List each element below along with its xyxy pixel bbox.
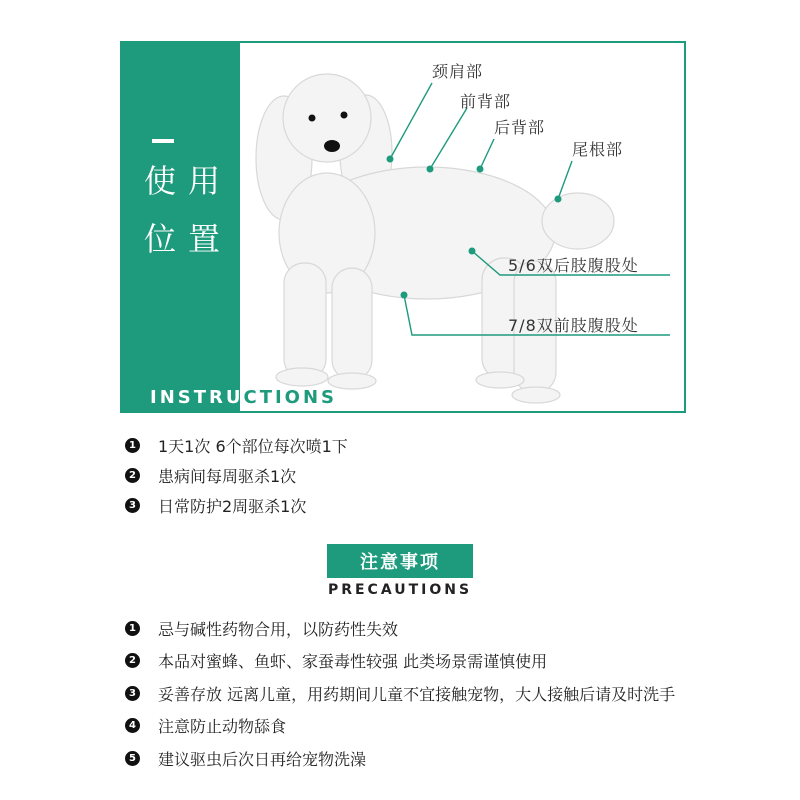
title-line-2: 位置 <box>144 220 233 258</box>
instructions-green-part: CTIONS <box>243 387 337 408</box>
precaution-text: 注意防止动物舔食 <box>158 717 287 737</box>
precaution-number-badge: 2 <box>125 653 140 668</box>
step-item <box>125 460 348 490</box>
step-item <box>125 490 348 520</box>
step-text: 1天1次 6个部位每次喷1下 <box>158 436 348 456</box>
precaution-item <box>125 645 675 678</box>
label-tail-base: 尾根部 <box>572 140 624 159</box>
precaution-text: 忌与碱性药物合用，以防药性失效 <box>158 619 399 639</box>
title-line-1: 使用 <box>144 162 233 200</box>
label-rear-back: 后背部 <box>494 118 546 137</box>
poodle-illustration <box>122 43 686 413</box>
precautions-title: 注意事项 <box>327 544 473 578</box>
precaution-text: 本品对蜜蜂、鱼虾、家蚕毒性较强 此类场景需谨慎使用 <box>158 652 548 672</box>
label-front-legs: 7/8双前肢腹股处 <box>508 316 639 335</box>
precaution-item <box>125 710 675 743</box>
step-text: 患病间每周驱杀1次 <box>158 466 297 486</box>
precaution-text: 妥善存放 远离儿童，用药期间儿童不宜接触宠物，大人接触后请及时洗手 <box>158 684 676 704</box>
instructions-heading <box>150 387 337 408</box>
instructions-white-part: INSTRU <box>150 387 244 408</box>
precautions-list <box>125 612 675 775</box>
usage-steps <box>125 430 348 520</box>
label-hind-legs: 5/6双后肢腹股处 <box>508 256 639 275</box>
instruction-panel <box>120 41 686 413</box>
precaution-item <box>125 677 675 710</box>
label-neck-shoulder: 颈肩部 <box>432 62 484 81</box>
step-text: 日常防护2周驱杀1次 <box>158 496 307 516</box>
label-front-back: 前背部 <box>460 92 512 111</box>
precaution-number-badge: 1 <box>125 621 140 636</box>
precaution-number-badge: 3 <box>125 686 140 701</box>
precaution-number-badge: 4 <box>125 718 140 733</box>
step-item <box>125 430 348 460</box>
precaution-text: 建议驱虫后次日再给宠物洗澡 <box>158 749 367 769</box>
step-number-badge: 2 <box>125 468 140 483</box>
precaution-item <box>125 742 675 775</box>
precautions-subtitle: PRECAUTIONS <box>327 582 473 598</box>
precaution-item <box>125 612 675 645</box>
step-number-badge: 3 <box>125 498 140 513</box>
step-number-badge: 1 <box>125 438 140 453</box>
precaution-number-badge: 5 <box>125 751 140 766</box>
